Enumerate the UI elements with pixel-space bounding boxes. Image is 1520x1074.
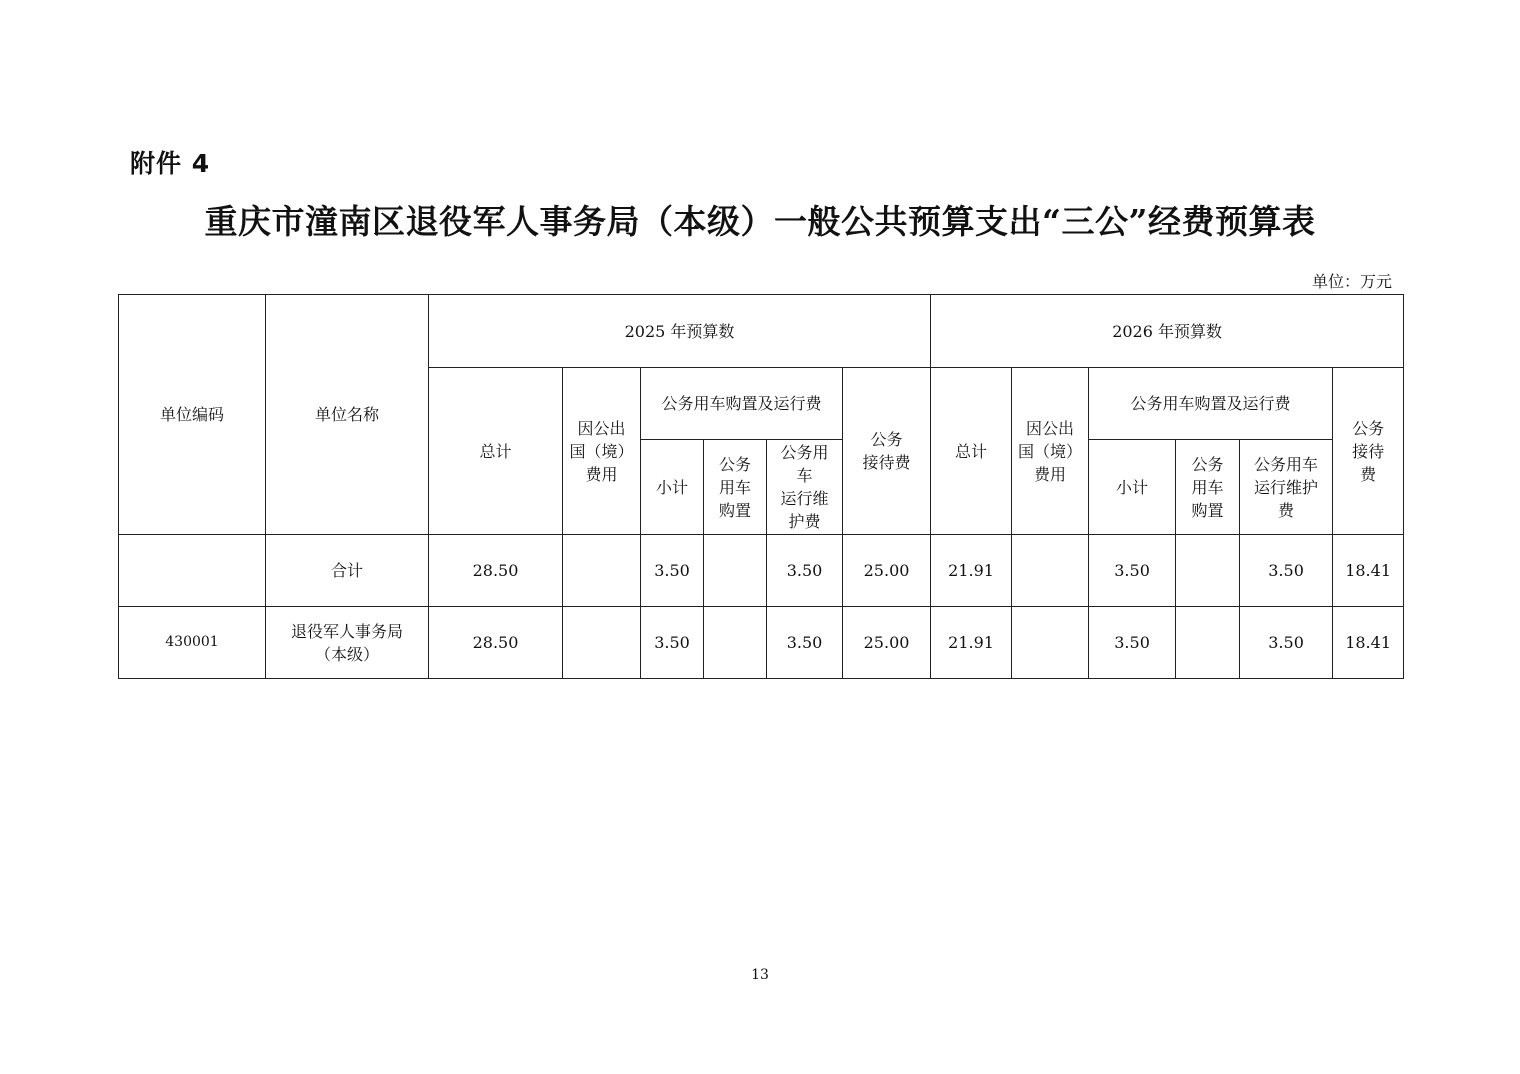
- header-row-years: [119, 295, 1404, 368]
- cell-2026-reception: 18.41: [1333, 607, 1404, 679]
- header-2025-reception: 公务 接待费: [843, 368, 931, 535]
- header-2026-operation: 公务用车 运行维护 费: [1240, 440, 1333, 535]
- cell-2025-operation: 3.50: [767, 535, 843, 607]
- header-2025-subtotal: 小计: [641, 440, 704, 535]
- header-2026-purchase: 公务 用车 购置: [1176, 440, 1240, 535]
- cell-2026-total: 21.91: [931, 535, 1012, 607]
- table-body: [119, 535, 1404, 679]
- header-2025-abroad: 因公出 国（境） 费用: [563, 368, 641, 535]
- cell-2026-abroad: [1012, 607, 1089, 679]
- table-row: [119, 607, 1404, 679]
- cell-2026-operation: 3.50: [1240, 607, 1333, 679]
- header-unit-name: 单位名称: [266, 295, 429, 535]
- cell-2026-purchase: [1176, 535, 1240, 607]
- cell-2026-subtotal: 3.50: [1089, 607, 1176, 679]
- attachment-label: 附件 4: [130, 149, 211, 178]
- header-2026-abroad: 因公出 国（境） 费用: [1012, 368, 1089, 535]
- header-2025-operation: 公务用 车 运行维 护费: [767, 440, 843, 535]
- header-2026-budget: 2026 年预算数: [931, 295, 1404, 368]
- budget-table: [118, 294, 1404, 679]
- cell-2025-operation: 3.50: [767, 607, 843, 679]
- cell-2025-purchase: [704, 535, 767, 607]
- cell-2026-reception: 18.41: [1333, 535, 1404, 607]
- header-2026-vehicle-group: 公务用车购置及运行费: [1089, 368, 1333, 440]
- cell-2025-total: 28.50: [429, 535, 563, 607]
- header-2025-budget: 2025 年预算数: [429, 295, 931, 368]
- page-number: 13: [751, 967, 769, 983]
- cell-2026-total: 21.91: [931, 607, 1012, 679]
- header-2025-total: 总计: [429, 368, 563, 535]
- header-2025-vehicle-group: 公务用车购置及运行费: [641, 368, 843, 440]
- cell-2025-abroad: [563, 607, 641, 679]
- cell-unit-code: 430001: [119, 607, 266, 679]
- cell-unit-name: 合计: [266, 535, 429, 607]
- header-2026-subtotal: 小计: [1089, 440, 1176, 535]
- cell-2025-abroad: [563, 535, 641, 607]
- cell-2025-subtotal: 3.50: [641, 607, 704, 679]
- header-2026-total: 总计: [931, 368, 1012, 535]
- table-row: [119, 535, 1404, 607]
- cell-2026-subtotal: 3.50: [1089, 535, 1176, 607]
- cell-2025-total: 28.50: [429, 607, 563, 679]
- cell-unit-code: [119, 535, 266, 607]
- cell-2026-purchase: [1176, 607, 1240, 679]
- cell-2025-reception: 25.00: [843, 607, 931, 679]
- cell-2025-purchase: [704, 607, 767, 679]
- cell-2026-operation: 3.50: [1240, 535, 1333, 607]
- header-unit-code: 单位编码: [119, 295, 266, 535]
- cell-unit-name: 退役军人事务局 （本级）: [266, 607, 429, 679]
- header-2026-reception: 公务 接待 费: [1333, 368, 1404, 535]
- header-2025-purchase: 公务 用车 购置: [704, 440, 767, 535]
- unit-note: 单位：万元: [1311, 272, 1392, 291]
- cell-2026-abroad: [1012, 535, 1089, 607]
- document-title: 重庆市潼南区退役军人事务局（本级）一般公共预算支出“三公”经费预算表: [204, 202, 1316, 241]
- cell-2025-subtotal: 3.50: [641, 535, 704, 607]
- cell-2025-reception: 25.00: [843, 535, 931, 607]
